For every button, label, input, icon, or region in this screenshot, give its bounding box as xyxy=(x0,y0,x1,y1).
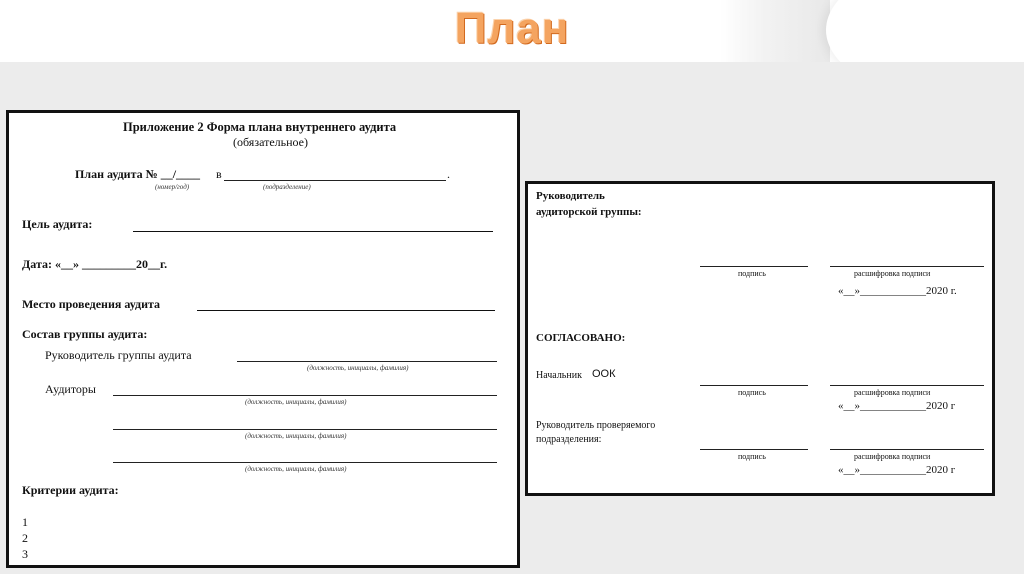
slide-header xyxy=(0,0,1024,62)
team-leader-label: Руководитель группы аудита xyxy=(45,348,192,362)
auditor-hint-1: (должность, инициалы, фамилия) xyxy=(245,398,347,406)
group-leader-label-2: аудиторской группы: xyxy=(536,206,642,218)
chief-date: «__»____________2020 г xyxy=(838,400,956,412)
audit-plan-form xyxy=(6,110,520,568)
agreed-label: СОГЛАСОВАНО: xyxy=(536,332,626,344)
auditors-label: Аудиторы xyxy=(45,382,96,396)
audited-head-label-1: Руководитель проверяемого xyxy=(536,420,656,431)
place-line xyxy=(197,310,495,311)
criteria-label: Критерии аудита: xyxy=(22,483,119,497)
slide-title: План xyxy=(454,4,570,53)
chief-label: Начальник xyxy=(536,370,582,381)
auditor-line-2 xyxy=(113,429,497,430)
goal-label: Цель аудита: xyxy=(22,217,93,231)
form-mandatory: (обязательное) xyxy=(233,135,308,149)
chief-signature-line xyxy=(700,385,808,386)
criteria-item-1: 1 xyxy=(22,515,28,529)
chief-signature-hint: подпись xyxy=(738,388,766,397)
chief-decoding-hint: расшифровка подписи xyxy=(854,388,931,397)
plan-in-label: в xyxy=(216,167,222,181)
leader-decoding-hint: расшифровка подписи xyxy=(854,269,931,278)
audited-signature-hint: подпись xyxy=(738,452,766,461)
plan-number-label: План аудита № __/____ xyxy=(75,167,201,181)
leader-decoding-line xyxy=(830,266,984,267)
audited-head-label-2: подразделения: xyxy=(536,434,602,445)
leader-signature-line xyxy=(700,266,808,267)
approval-form xyxy=(525,181,995,496)
auditor-hint-2: (должность, инициалы, фамилия) xyxy=(245,432,347,440)
group-leader-label-1: Руководитель xyxy=(536,190,605,202)
department-hint: (подразделение) xyxy=(263,183,311,191)
chief-value: ООК xyxy=(592,368,616,380)
number-year-hint: (номер/год) xyxy=(155,183,190,191)
team-label: Состав группы аудита: xyxy=(22,327,148,341)
chief-decoding-line xyxy=(830,385,984,386)
auditor-line-3 xyxy=(113,462,497,463)
audited-signature-line xyxy=(700,449,808,450)
team-leader-line xyxy=(237,361,497,362)
audited-decoding-line xyxy=(830,449,984,450)
criteria-item-3: 3 xyxy=(22,547,28,561)
place-label: Место проведения аудита xyxy=(22,297,161,311)
team-leader-hint: (должность, инициалы, фамилия) xyxy=(307,364,409,372)
goal-line xyxy=(133,231,493,232)
plan-tail: . xyxy=(447,167,450,181)
department-line xyxy=(224,180,446,181)
auditor-hint-3: (должность, инициалы, фамилия) xyxy=(245,465,347,473)
leader-date: «__»____________2020 г. xyxy=(838,285,957,297)
form-heading: Приложение 2 Форма плана внутреннего аудита xyxy=(123,120,397,134)
criteria-item-2: 2 xyxy=(22,531,28,545)
audited-date: «__»____________2020 г xyxy=(838,464,956,476)
leader-signature-hint: подпись xyxy=(738,269,766,278)
auditor-line-1 xyxy=(113,395,497,396)
date-label: Дата: «__» _________20__г. xyxy=(22,257,168,271)
audited-decoding-hint: расшифровка подписи xyxy=(854,452,931,461)
